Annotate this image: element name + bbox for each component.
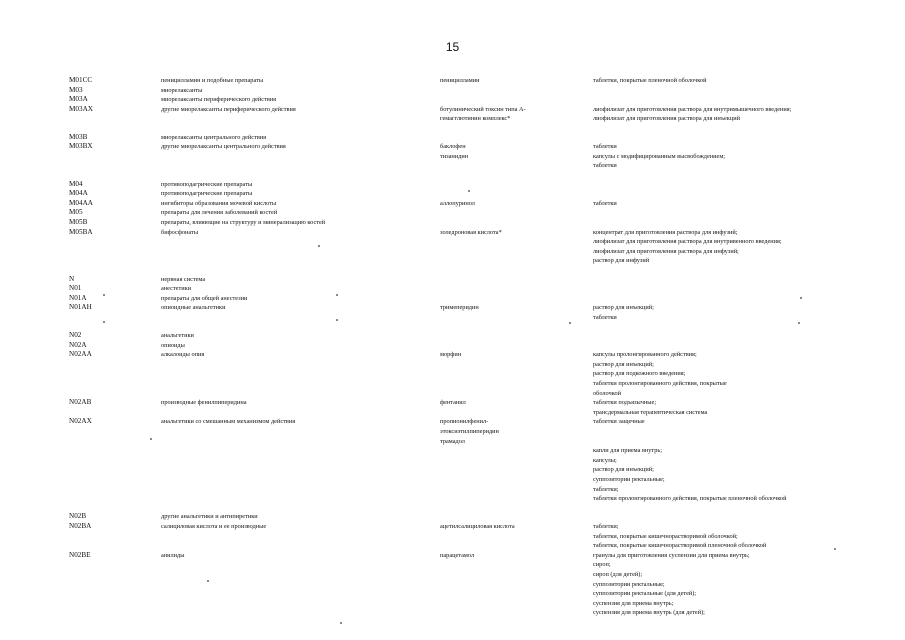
table-row (69, 284, 889, 294)
group-name: другие миорелаксанты периферического действия (161, 105, 296, 113)
drug-name-line: баклофен (440, 143, 466, 151)
dosage-form-line: суспензия для приема внутрь (для детей); (593, 609, 705, 617)
drug-name-line: ботулинический токсин типа А- (440, 105, 526, 113)
drug-name-line: ацетилсалициловая кислота (440, 523, 515, 531)
table-row (69, 199, 889, 209)
dosage-form-line: раствор для инфузий (593, 257, 650, 265)
table-row (69, 331, 889, 341)
table-row (69, 228, 889, 266)
atc-code: N02AX (69, 417, 92, 426)
dosage-form-line (593, 427, 786, 437)
atc-code: M03BX (69, 142, 93, 151)
atc-code: N01AH (69, 303, 92, 312)
group-name: анилиды (161, 551, 185, 559)
group-name: анальгетики со смешанным механизмом действия (161, 418, 296, 426)
dosage-forms (593, 350, 727, 398)
dosage-form-line: лиофилизат для приготовления раствора для инъекций (593, 115, 740, 123)
drug-name-line: этоксиэтилпиперидин (440, 428, 499, 436)
dosage-forms (593, 142, 725, 171)
group-name: пеницилламин и подобные препараты (161, 77, 264, 84)
dosage-form-line: лиофилизат для приготовления раствора для внутривенного введения; (593, 238, 782, 246)
table-row (69, 218, 889, 228)
group-name: анальгетики (161, 332, 194, 340)
drug-name (440, 228, 502, 238)
table-row (69, 76, 889, 86)
atc-code: M03AX (69, 104, 93, 113)
dosage-form-line: концентрат для приготовления раствора для инфузий; (593, 228, 738, 236)
atc-code: M03 (69, 85, 83, 94)
dosage-form-line: капсулы; (593, 456, 617, 464)
drug-name-line: тизанидин (440, 152, 469, 160)
group-name: препараты, влияющие на структуру и минерализацию костей (161, 218, 326, 226)
atc-code: N01 (69, 284, 82, 293)
atc-code: N02BE (69, 550, 91, 559)
table-row (69, 95, 889, 105)
table-row (69, 551, 889, 618)
atc-code: M05BA (69, 227, 93, 236)
dosage-form-line: лиофилизат для приготовления раствора для инфузий; (593, 247, 739, 255)
table-row (69, 294, 889, 304)
atc-code: M04A (69, 189, 88, 198)
atc-code: M05B (69, 217, 88, 226)
dosage-form-line: сироп; (593, 561, 611, 569)
drug-classification-table (69, 76, 889, 618)
dosage-form-line: капсулы пролонгированного действия; (593, 351, 697, 359)
group-name: противоподагрические препараты (161, 190, 253, 198)
dosage-form-line: раствор для инъекций; (593, 466, 654, 474)
drug-name-line: морфин (440, 351, 462, 359)
table-row (69, 341, 889, 351)
drug-name (440, 105, 526, 124)
table-row (69, 105, 889, 124)
group-name: опиоиды (161, 341, 185, 349)
atc-code: M04AA (69, 198, 93, 207)
table-row (69, 398, 889, 417)
dosage-form-line: таблетки (593, 313, 617, 321)
dosage-form-line: раствор для инъекций; (593, 360, 654, 368)
dosage-form-line: таблетки, покрытые кишечнорастворимой пленочной оболочкой (593, 542, 767, 550)
dosage-form-line: капли для приема внутрь; (593, 447, 663, 455)
group-name: другие анальгетики и антипиретики (161, 513, 258, 521)
group-name: миорелаксанты периферического действия (161, 96, 277, 104)
group-name: миорелаксанты центрального действия (161, 133, 267, 141)
dosage-form-line: оболочкой (593, 389, 621, 397)
drug-name (440, 417, 499, 446)
dosage-forms (593, 105, 791, 124)
atc-code: N02 (69, 331, 82, 340)
atc-code: M03A (69, 95, 88, 104)
drug-name (440, 76, 479, 86)
drug-name-line: фентанил (440, 399, 466, 407)
table-row (69, 86, 889, 96)
dosage-form-line: капсулы с модифицированным высвобождением; (593, 152, 726, 160)
dosage-form-line (593, 437, 786, 447)
group-name: препараты для общей анестезии (161, 294, 248, 302)
drug-name-line: гемагглютинин комплекс* (440, 115, 511, 123)
table-row (69, 208, 889, 218)
group-name: миорелаксанты (161, 86, 203, 94)
group-name: опиоидные анальгетики (161, 304, 226, 312)
dosage-form-line: таблетки; (593, 485, 619, 493)
atc-code: N (69, 274, 75, 283)
dosage-form-line: таблетки подъязычные; (593, 399, 657, 407)
dosage-forms (593, 522, 766, 551)
atc-code: N02BA (69, 522, 92, 531)
atc-code: M03B (69, 132, 88, 141)
dosage-form-line: таблетки (593, 162, 617, 170)
dosage-form-line: суппозитории ректальные; (593, 580, 665, 588)
atc-code: N02AB (69, 398, 92, 407)
page-number: 15 (445, 40, 460, 54)
drug-name-line: пеницилламин (440, 77, 480, 84)
dosage-form-line: таблетки (593, 143, 617, 151)
group-name: салициловая кислота и ее производные (161, 523, 267, 531)
drug-name-line: пропионилфенил- (440, 418, 489, 426)
table-row (69, 522, 889, 551)
dosage-forms (593, 228, 782, 266)
dosage-form-line: суспензия для приема внутрь; (593, 599, 674, 607)
drug-name-line: тримеперидин (440, 304, 479, 312)
atc-code: M04 (69, 179, 83, 188)
drug-name (440, 350, 461, 360)
group-name: противоподагрические препараты (161, 180, 253, 188)
atc-code: M05 (69, 208, 83, 217)
dosage-forms (593, 398, 707, 417)
drug-name (440, 303, 479, 313)
group-name: другие миорелаксанты центрального действия (161, 143, 286, 151)
dosage-form-line: таблетки; (593, 523, 619, 531)
dosage-form-line: таблетки пролонгированного действия, покрытые (593, 380, 727, 388)
drug-name-line: золедроновая кислота* (440, 228, 502, 236)
table-row (69, 133, 889, 143)
dosage-form-line: таблетки, покрытые кишечнорастворимой оболочкой; (593, 532, 738, 540)
dosage-forms (593, 551, 750, 618)
table-row (69, 180, 889, 190)
drug-name (440, 199, 475, 209)
dosage-form-line: таблетки пролонгированного действия, покрытые пленочной оболочкой (593, 495, 787, 503)
table-row (69, 417, 889, 503)
group-name: ингибиторы образования мочевой кислоты (161, 199, 277, 207)
group-name: алкалоиды опия (161, 351, 205, 359)
group-name: анестетики (161, 285, 192, 293)
dosage-form-line: лиофилизат для приготовления раствора для внутримышечного введения; (593, 105, 792, 113)
atc-code: N01A (69, 293, 87, 302)
drug-name-line: трамадол (440, 437, 465, 445)
dosage-form-line: гранулы для приготовления суспензии для приема внутрь; (593, 551, 750, 559)
drug-name (440, 142, 468, 161)
dosage-forms (593, 199, 617, 209)
dosage-form-line: суппозитории ректальные; (593, 476, 665, 483)
atc-code: M01CC (69, 76, 93, 84)
table-row (69, 512, 889, 522)
group-name: нервная система (161, 275, 206, 283)
drug-name (440, 398, 466, 408)
dosage-forms (593, 303, 654, 322)
table-row (69, 142, 889, 171)
dosage-forms (593, 417, 786, 503)
dosage-form-line: таблетки (593, 199, 617, 207)
table-row (69, 350, 889, 398)
drug-name (440, 551, 474, 561)
atc-code: N02A (69, 340, 87, 349)
group-name: препараты для лечения заболеваний костей (161, 209, 278, 217)
drug-name-line: парацетамол (440, 551, 475, 559)
dosage-form-line: раствор для подкожного введения; (593, 370, 686, 378)
atc-code: N02B (69, 512, 87, 521)
table-row (69, 189, 889, 199)
table-row (69, 275, 889, 285)
group-name: производные фенилпиперидина (161, 399, 247, 407)
dosage-form-line: таблетки, покрытые пленочной оболочкой (593, 77, 707, 84)
drug-name-line: аллопуринол (440, 199, 475, 207)
drug-name (440, 522, 515, 532)
group-name: бифосфонаты (161, 228, 199, 236)
dosage-form-line: раствор для инъекций; (593, 304, 654, 312)
dosage-form-line: суппозитории ректальные (для детей); (593, 590, 697, 598)
dosage-form-line: сироп (для детей); (593, 571, 643, 578)
dosage-form-line: трансдермальная терапевтическая система (593, 408, 708, 416)
table-row (69, 303, 889, 322)
dosage-forms (593, 76, 707, 86)
atc-code: N02AA (69, 350, 92, 359)
dosage-form-line: таблетки защечные (593, 418, 645, 426)
